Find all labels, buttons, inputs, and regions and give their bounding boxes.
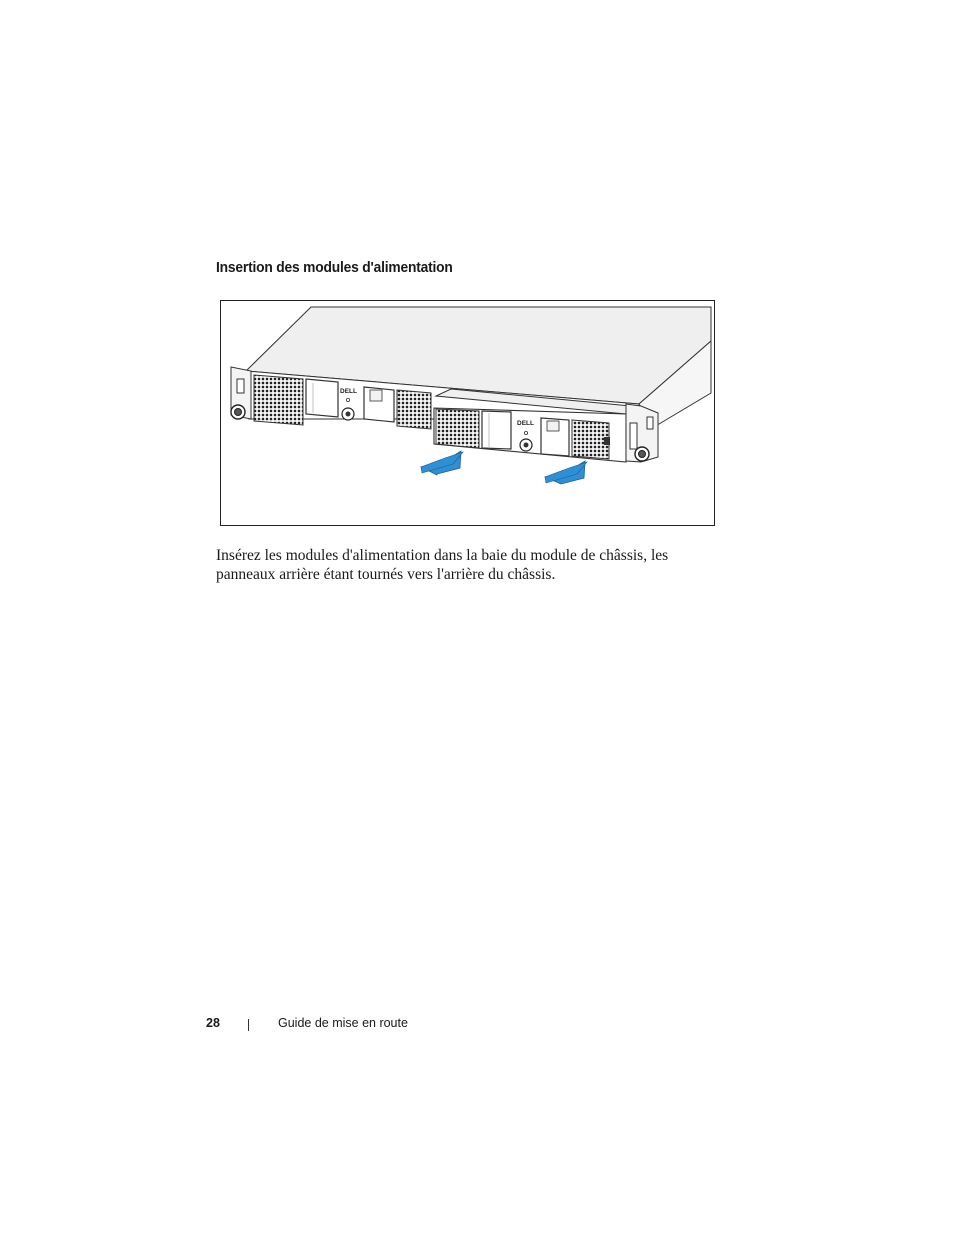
power-supply-insertion-illustration bbox=[221, 301, 714, 525]
page-number: 28 bbox=[206, 1016, 220, 1030]
right-thumbscrew bbox=[635, 447, 649, 461]
installed-module-connector bbox=[342, 408, 354, 420]
inserted-module-led bbox=[524, 431, 527, 434]
inserted-module-vent-left bbox=[436, 409, 479, 448]
dell-logo-left bbox=[340, 388, 357, 395]
footer-title: Guide de mise en route bbox=[278, 1016, 408, 1030]
installed-module-vent-left bbox=[254, 375, 303, 425]
installed-module-led bbox=[346, 398, 349, 401]
installed-module-bay-1 bbox=[306, 379, 338, 417]
inserted-module-vent-right bbox=[572, 420, 609, 459]
body-paragraph: Insérez les modules d'alimentation dans la baie du module de châssis, les panneaux arrière étant tournés vers l'arrière du châssis. bbox=[216, 547, 669, 583]
svg-text:DELL: DELL bbox=[517, 420, 534, 427]
installed-module-vent-right bbox=[397, 390, 431, 429]
inserted-module-bay-1 bbox=[482, 411, 511, 449]
footer-divider bbox=[248, 1019, 249, 1031]
inserted-module-connector bbox=[520, 439, 532, 451]
right-ear-handle bbox=[630, 423, 637, 449]
right-ear-slot bbox=[647, 417, 653, 429]
figure-frame bbox=[220, 300, 715, 526]
svg-text:DELL: DELL bbox=[340, 388, 357, 395]
inserted-module-latch bbox=[604, 437, 610, 445]
page-footer bbox=[0, 1016, 954, 1036]
section-heading: Insertion des modules d'alimentation bbox=[216, 259, 453, 276]
dell-logo-right bbox=[517, 420, 534, 427]
left-ear-slot bbox=[237, 379, 244, 393]
left-thumbscrew bbox=[231, 405, 245, 419]
